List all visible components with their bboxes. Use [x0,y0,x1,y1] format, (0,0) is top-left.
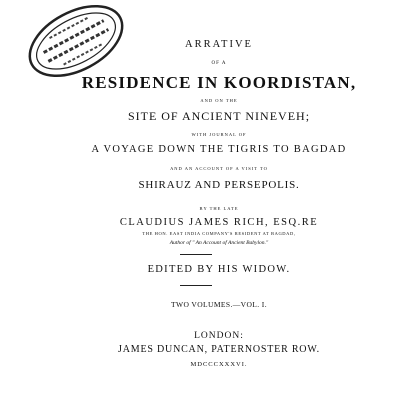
author-works: Author of " An Account of Ancient Babylon." [169,240,269,246]
author-title: THE HON. EAST INDIA COMPANY'S RESIDENT AT BAGDAD, [142,231,296,236]
subtitle-nineveh: SITE OF ANCIENT NINEVEH; [127,109,311,123]
title-main: RESIDENCE IN KOORDISTAN, [81,73,357,92]
subtitle-and-on-the: AND ON THE [200,98,238,103]
divider-upper [180,254,212,255]
subtitle-account-visit: AND AN ACCOUNT OF A VISIT TO [170,166,268,171]
subtitle-shirauz: SHIRAUZ AND PERSEPOLIS. [138,179,300,191]
imprint-city: LONDON: [194,331,244,341]
subtitle-with-journal: WITH JOURNAL OF [191,132,247,137]
title-of-a: OF A [211,61,227,66]
divider-lower [180,285,212,286]
subtitle-voyage: A VOYAGE DOWN THE TIGRIS TO BAGDAD [91,144,347,155]
imprint-publisher: JAMES DUNCAN, PATERNOSTER ROW. [118,344,320,355]
volume-line: TWO VOLUMES.—VOL. I. [171,300,267,309]
imprint-year: MDCCCXXXVI. [190,361,248,368]
author-name: CLAUDIUS JAMES RICH, ESQ.RE [119,217,319,228]
editor-line: EDITED BY HIS WIDOW. [147,264,291,275]
title-narrative: ARRATIVE [185,39,253,50]
byline-by-the-late: BY THE LATE [199,206,239,211]
